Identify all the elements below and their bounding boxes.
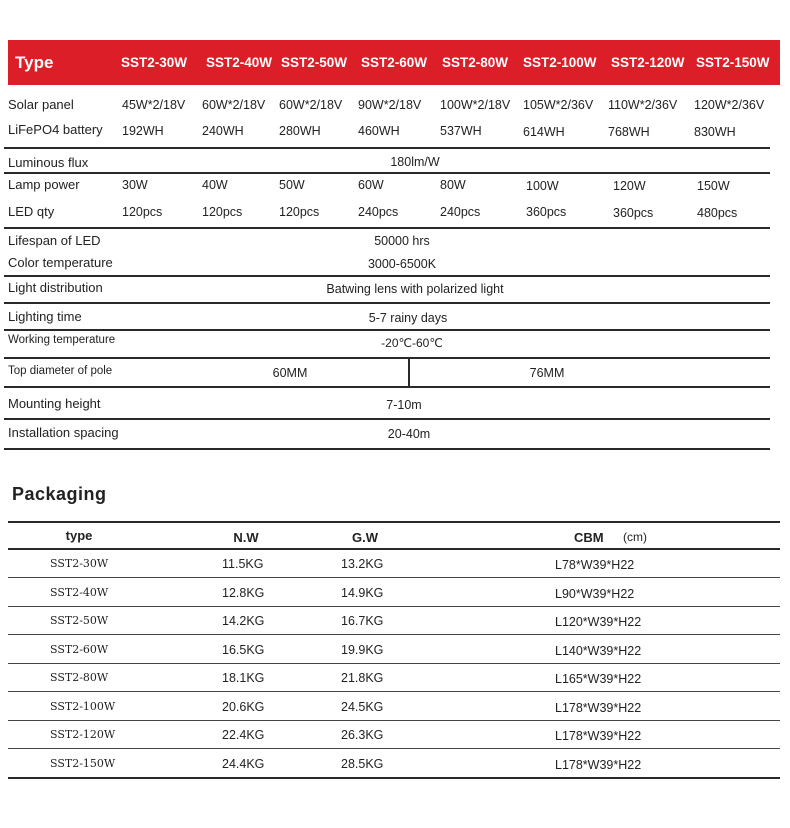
packaging-cbm-cell: L78*W39*H22 [555, 558, 635, 572]
packaging-type-cell: SST2-40W [50, 586, 109, 599]
pole-diameter-value-b: 76MM [529, 366, 565, 380]
led-qty-value: 360pcs [526, 205, 567, 219]
packaging-cbm-cell: L140*W39*H22 [555, 644, 642, 658]
led-qty-value: 120pcs [202, 205, 243, 219]
packaging-gw-header: G.W [352, 530, 378, 545]
row-divider [4, 275, 770, 277]
packaging-type-cell: SST2-80W [50, 671, 109, 684]
packaging-nw-header: N.W [233, 530, 259, 545]
color-temp-label: Color temperature [8, 255, 113, 270]
led-qty-value: 240pcs [440, 205, 481, 219]
battery-value: 830WH [694, 125, 736, 139]
solar-panel-value: 90W*2/18V [358, 98, 422, 112]
lighting-time-value: 5-7 rainy days [368, 311, 448, 325]
battery-value: 768WH [608, 125, 650, 139]
battery-value: 614WH [523, 125, 565, 139]
model-header: SST2-100W [523, 55, 597, 70]
packaging-gw-cell: 28.5KG [341, 757, 384, 771]
model-header: SST2-120W [611, 55, 685, 70]
luminous-flux-label: Luminous flux [8, 155, 89, 170]
packaging-type-cell: SST2-150W [50, 757, 116, 770]
led-qty-value: 120pcs [122, 205, 163, 219]
packaging-row-divider [8, 634, 780, 635]
packaging-cbm-cell: L178*W39*H22 [555, 758, 642, 772]
packaging-nw-cell: 16.5KG [222, 643, 265, 657]
packaging-cbm-cell: L165*W39*H22 [555, 672, 642, 686]
model-header: SST2-50W [281, 55, 348, 70]
lifespan-label: Lifespan of LED [8, 233, 101, 248]
working-temp-value: -20℃-60℃ [381, 336, 443, 350]
lamp-power-value: 150W [697, 179, 730, 193]
packaging-cbm-cell: L178*W39*H22 [555, 729, 642, 743]
led-qty-label: LED qty [8, 204, 55, 219]
packaging-gw-cell: 21.8KG [341, 671, 384, 685]
lamp-power-value: 100W [526, 179, 559, 193]
packaging-row-divider [8, 606, 780, 607]
packaging-cbm-cell: L178*W39*H22 [555, 701, 642, 715]
lifespan-value: 50000 hrs [374, 234, 430, 248]
model-header: SST2-150W [696, 55, 770, 70]
packaging-nw-cell: 24.4KG [222, 757, 265, 771]
lamp-power-value: 80W [440, 178, 466, 192]
row-divider [4, 357, 770, 359]
working-temp-label: Working temperature [8, 334, 116, 346]
solar-panel-value: 100W*2/18V [440, 98, 511, 112]
pole-column-divider [408, 359, 410, 386]
solar-panel-value: 110W*2/36V [608, 98, 678, 112]
model-header: SST2-30W [121, 55, 188, 70]
packaging-title: Packaging [12, 484, 107, 504]
packaging-row-divider [8, 577, 780, 578]
led-qty-value: 240pcs [358, 205, 399, 219]
packaging-nw-cell: 12.8KG [222, 586, 265, 600]
luminous-flux-value: 180lm/W [390, 155, 440, 169]
solar-panel-value: 45W*2/18V [122, 98, 186, 112]
light-distribution-value: Batwing lens with polarized light [326, 282, 504, 296]
packaging-gw-cell: 14.9KG [341, 586, 384, 600]
row-divider [4, 302, 770, 304]
packaging-nw-cell: 18.1KG [222, 671, 265, 685]
packaging-row-divider [8, 748, 780, 749]
packaging-nw-cell: 20.6KG [222, 700, 265, 714]
model-header: SST2-80W [442, 55, 509, 70]
row-divider [4, 172, 770, 174]
packaging-type-cell: SST2-50W [50, 614, 109, 627]
battery-label: LiFePO4 battery [8, 122, 103, 137]
solar-panel-value: 105W*2/36V [523, 98, 594, 112]
packaging-cbm-unit: (cm) [623, 530, 647, 544]
light-distribution-label: Light distribution [8, 280, 103, 295]
installation-spacing-label: Installation spacing [8, 425, 119, 440]
packaging-type-cell: SST2-120W [50, 728, 116, 741]
model-header: SST2-40W [206, 55, 273, 70]
led-qty-value: 120pcs [279, 205, 320, 219]
installation-spacing-value: 20-40m [387, 427, 431, 441]
row-divider [4, 418, 770, 420]
packaging-type-header: type [65, 528, 93, 543]
spec-header-bar [8, 40, 780, 85]
solar-panel-label: Solar panel [8, 97, 74, 112]
packaging-gw-cell: 13.2KG [341, 557, 384, 571]
packaging-cbm-cell: L120*W39*H22 [555, 615, 642, 629]
packaging-gw-cell: 19.9KG [341, 643, 384, 657]
packaging-type-cell: SST2-60W [50, 643, 109, 656]
solar-panel-value: 60W*2/18V [279, 98, 343, 112]
lighting-time-label: Lighting time [8, 309, 82, 324]
battery-value: 537WH [440, 124, 482, 138]
packaging-cbm-header: CBM [574, 530, 604, 545]
mounting-height-value: 7-10m [386, 398, 422, 412]
model-header: SST2-60W [361, 55, 428, 70]
battery-value: 240WH [202, 124, 244, 138]
packaging-type-cell: SST2-100W [50, 700, 116, 713]
packaging-gw-cell: 24.5KG [341, 700, 384, 714]
lamp-power-value: 120W [613, 179, 646, 193]
lamp-power-value: 50W [279, 178, 305, 192]
pole-diameter-value-a: 60MM [272, 366, 308, 380]
mounting-height-label: Mounting height [8, 396, 101, 411]
row-divider [4, 386, 770, 388]
led-qty-value: 360pcs [613, 206, 654, 220]
lamp-power-label: Lamp power [8, 177, 80, 192]
row-divider [4, 329, 770, 331]
battery-value: 280WH [279, 124, 321, 138]
packaging-type-cell: SST2-30W [50, 557, 109, 570]
packaging-row-divider [8, 691, 780, 692]
packaging-row-divider [8, 720, 780, 721]
solar-panel-value: 60W*2/18V [202, 98, 266, 112]
led-qty-value: 480pcs [697, 206, 738, 220]
pole-diameter-label: Top diameter of pole [8, 365, 113, 377]
lamp-power-value: 40W [202, 178, 228, 192]
battery-value: 192WH [122, 124, 164, 138]
packaging-gw-cell: 26.3KG [341, 728, 384, 742]
row-divider [4, 227, 770, 229]
packaging-nw-cell: 11.5KG [222, 557, 264, 571]
packaging-header-rule [8, 548, 780, 550]
solar-panel-value: 120W*2/36V [694, 98, 765, 112]
battery-value: 460WH [358, 124, 400, 138]
row-divider [4, 147, 770, 149]
packaging-top-rule [8, 521, 780, 523]
packaging-nw-cell: 22.4KG [222, 728, 265, 742]
color-temp-value: 3000-6500K [367, 257, 437, 271]
packaging-row-divider [8, 777, 780, 779]
lamp-power-value: 60W [358, 178, 384, 192]
packaging-nw-cell: 14.2KG [222, 614, 265, 628]
packaging-row-divider [8, 663, 780, 664]
type-header: Type [15, 53, 54, 72]
spec-table-bottom [4, 448, 770, 450]
packaging-gw-cell: 16.7KG [341, 614, 384, 628]
lamp-power-value: 30W [122, 178, 148, 192]
packaging-cbm-cell: L90*W39*H22 [555, 587, 635, 601]
